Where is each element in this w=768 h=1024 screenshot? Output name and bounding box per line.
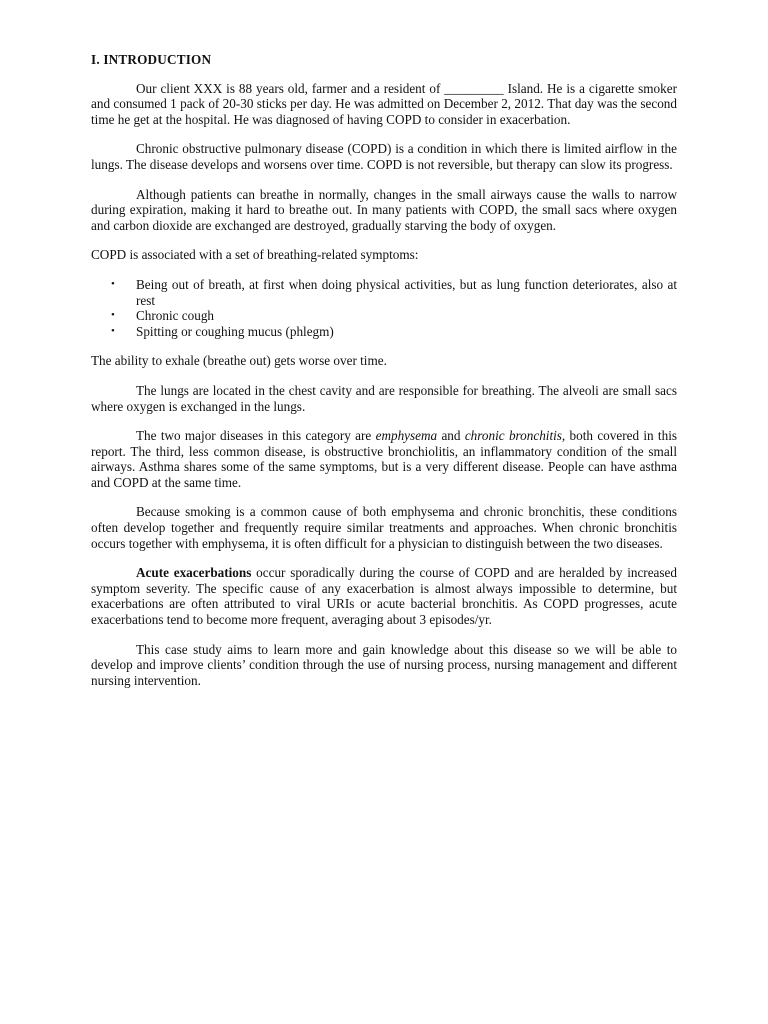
document-page xyxy=(91,52,677,702)
text-run: The two major diseases in this category are xyxy=(136,428,376,444)
paragraph-client-info: Our client XXX is 88 years old, farmer and a resident of _________ Island. He is a cigarette smoker and consumed 1 pack of 20-30 sticks per day. He was admitted on December 2, 2012. That day was the second time he get at the hospital. He was diagnosed of having COPD to consider in exacerbation. xyxy=(91,80,677,127)
paragraph-airway-changes: Although patients can breathe in normally, changes in the small airways cause the walls to narrow during expiration, making it hard to breathe out. In many patients with COPD, the small sacs where oxygen and carbon dioxide are exchanged are destroyed, gradually starving the body of oxygen. xyxy=(91,186,677,233)
paragraph-acute-exacerbations xyxy=(91,565,677,627)
section-heading: I. INTRODUCTION xyxy=(91,52,212,67)
text-run: and xyxy=(437,428,465,444)
bullet-icon: • xyxy=(111,277,115,290)
emphasis-emphysema: emphysema xyxy=(375,428,438,444)
list-item-text: Chronic cough xyxy=(136,308,215,324)
paragraph-case-study-aim: This case study aims to learn more and gain knowledge about this disease so we will be able to develop and improve clients’ condition through the use of nursing process, nursing management and different nursing intervention. xyxy=(91,641,677,688)
bold-acute-exacerbations: Acute exacerbations xyxy=(136,565,252,581)
list-item xyxy=(111,308,677,324)
paragraph-smoking: Because smoking is a common cause of both emphysema and chronic bronchitis, these conditions often develop together and frequently require similar treatments and approaches. When chronic bronchitis occurs together with emphysema, it is often difficult for a physician to distinguish between the two diseases. xyxy=(91,504,677,551)
list-item-text: Being out of breath, at first when doing physical activities, but as lung function deteriorates, also at rest xyxy=(136,276,677,308)
paragraph-lungs: The lungs are located in the chest cavity and are responsible for breathing. The alveoli are small sacs where oxygen is exchanged in the lungs. xyxy=(91,382,677,414)
symptom-list xyxy=(91,277,677,339)
paragraph-exhale: The ability to exhale (breathe out) gets worse over time. xyxy=(91,353,387,369)
text-run: both covered in this report. The third, less common disease, is obstructive bronchiolitis, an inflammatory condition of the small airways. Asthma shares some of the same symptoms, but is a very different disease. People can have asthma and COPD at the same time. xyxy=(91,428,677,490)
list-item-text: Spitting or coughing mucus (phlegm) xyxy=(136,323,334,339)
paragraph-major-diseases xyxy=(91,428,677,490)
bullet-icon: • xyxy=(111,324,115,337)
paragraph-symptoms-intro: COPD is associated with a set of breathing-related symptoms: xyxy=(91,247,419,263)
bullet-icon: • xyxy=(111,309,115,322)
list-item xyxy=(111,323,677,340)
text-run: occur sporadically during the course of COPD and are heralded by increased symptom severity. The specific cause of any exacerbation is almost always impossible to determine, but exacerbations are often attributed to viral URIs or acute bacterial bronchitis. As COPD progresses, acute exacerbations tend to become more frequent, averaging about 3 episodes/yr. xyxy=(91,565,677,628)
list-item xyxy=(111,276,677,308)
paragraph-copd-definition: Chronic obstructive pulmonary disease (COPD) is a condition in which there is limited airflow in the lungs. The disease develops and worsens over time. COPD is not reversible, but therapy can slow its progress. xyxy=(91,141,677,172)
emphasis-chronic-bronchitis: chronic bronchitis, xyxy=(464,428,566,444)
